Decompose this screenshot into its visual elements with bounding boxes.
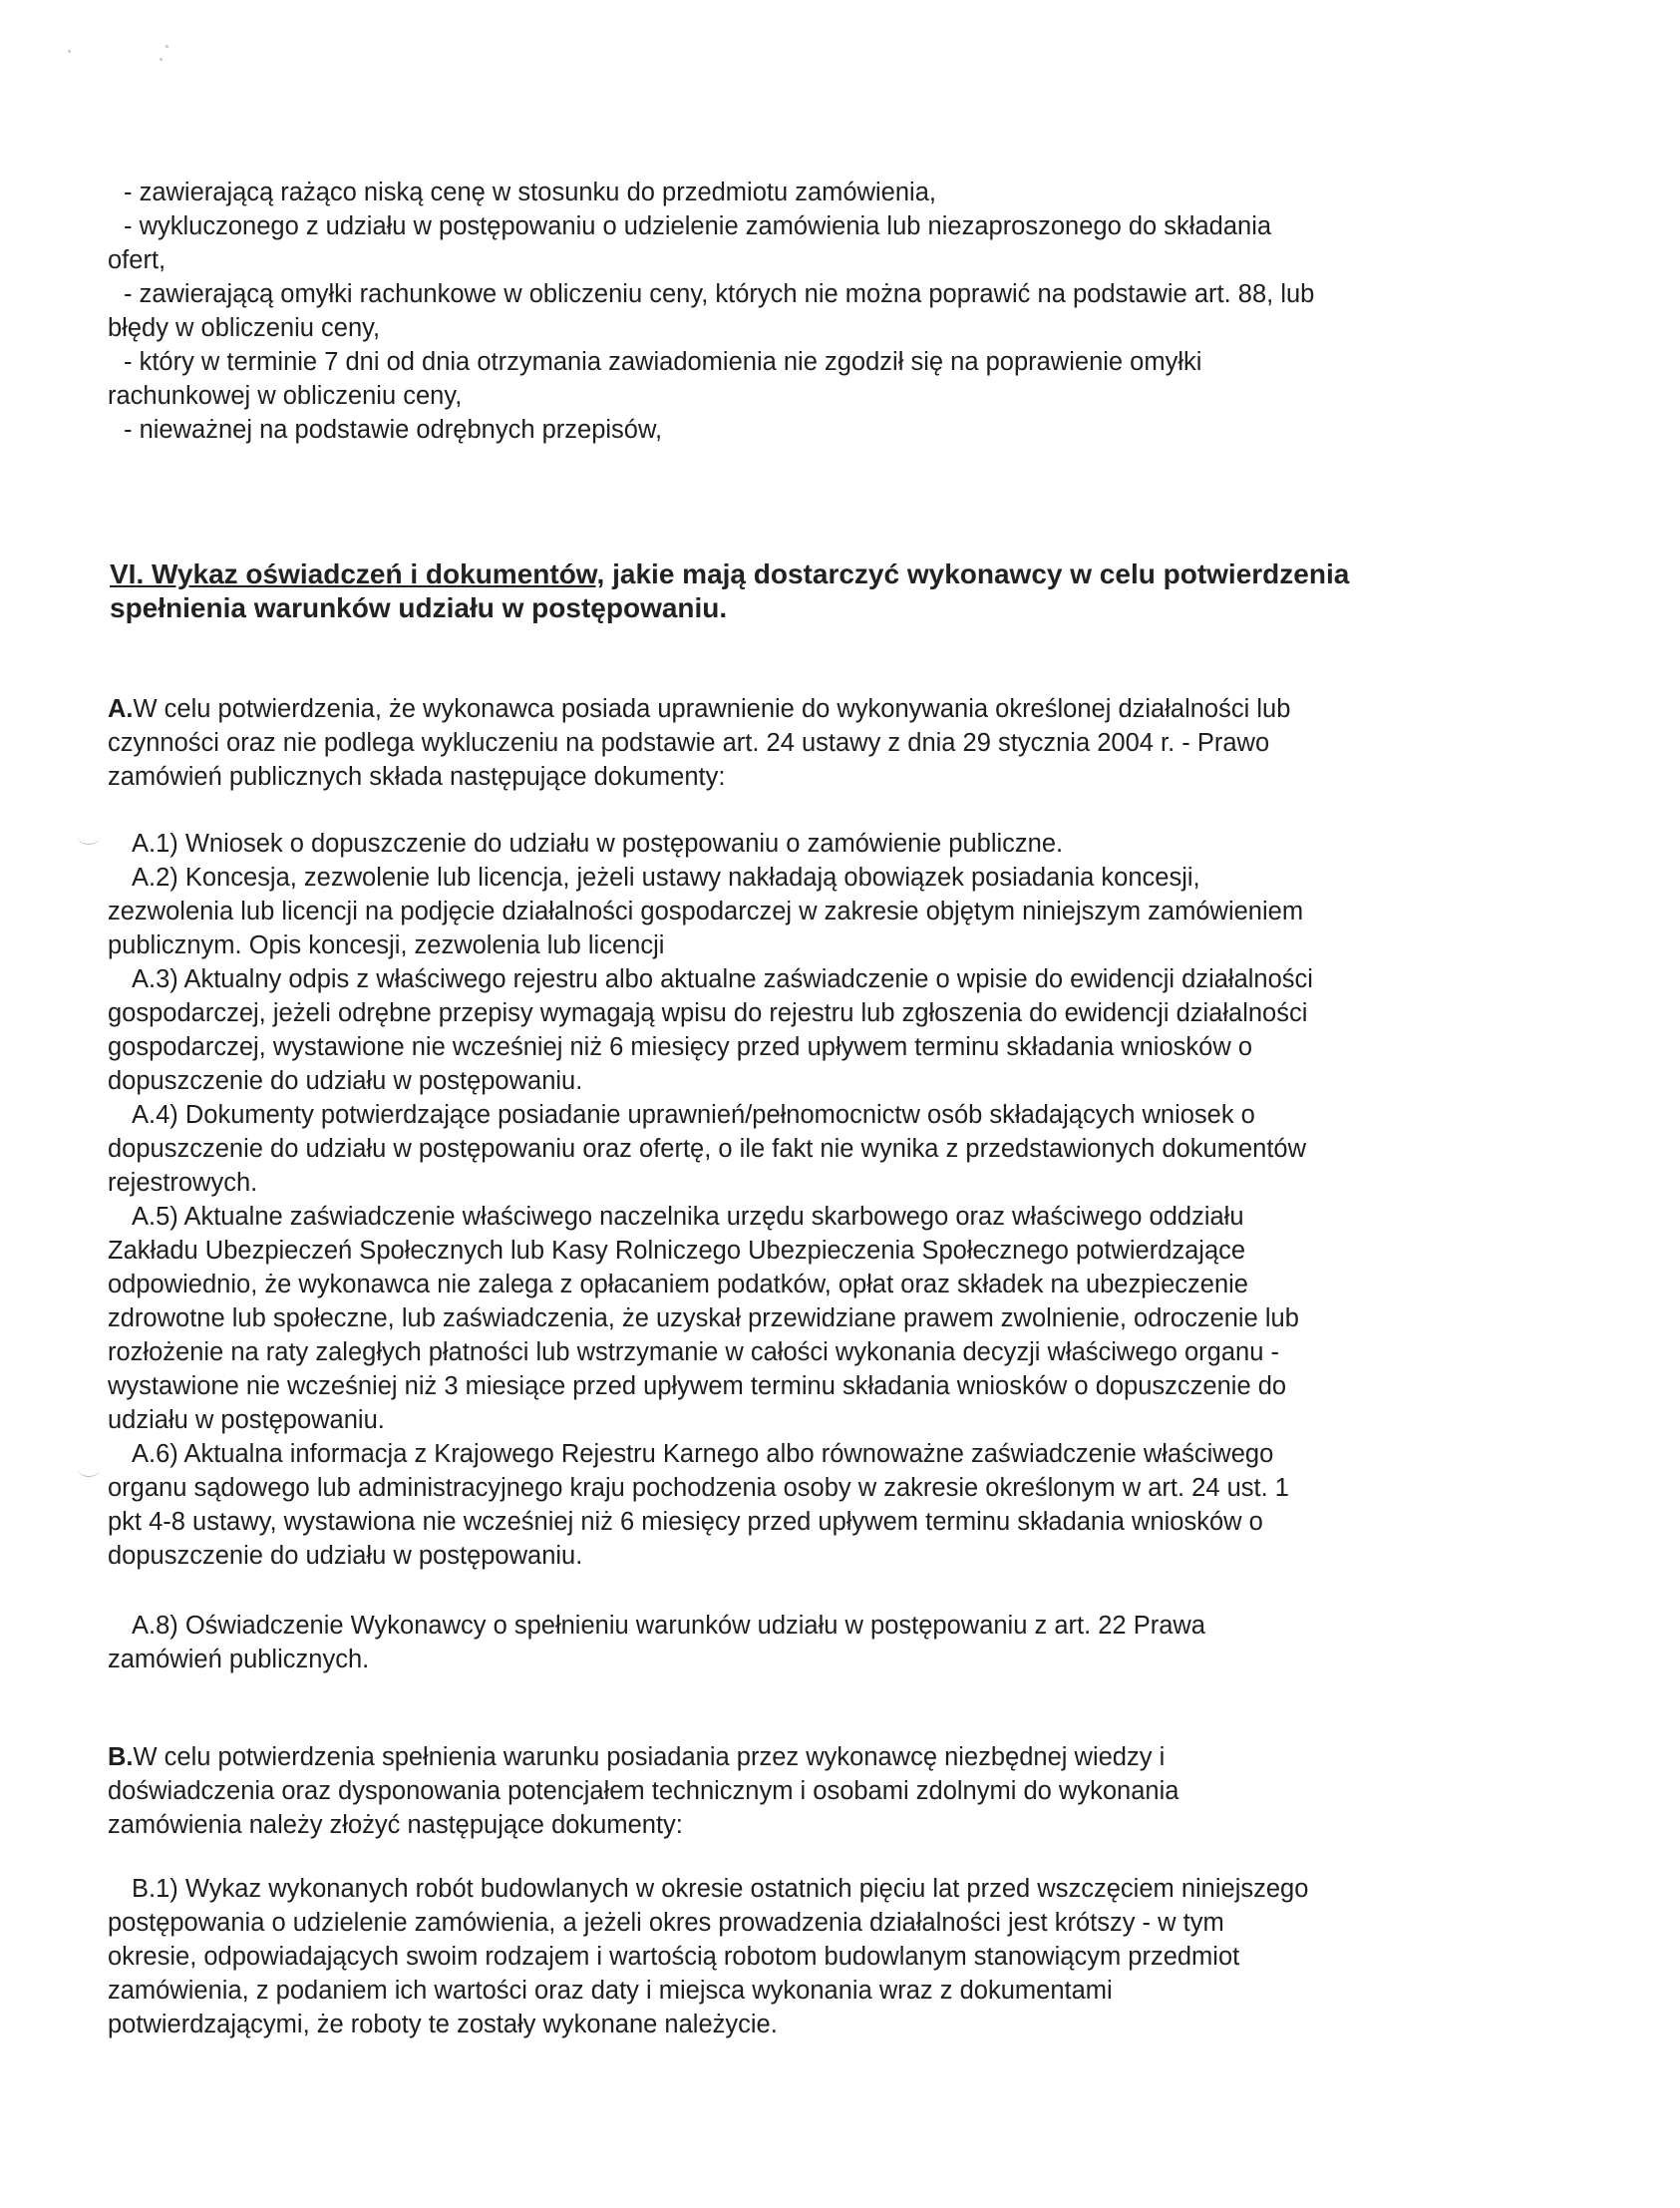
scan-mark bbox=[78, 1462, 100, 1477]
list-item: A.5) Aktualne zaświadczenie właściwego naczelnika urzędu skarbowego oraz właściwego oddziału bbox=[132, 1203, 1244, 1231]
scan-speck bbox=[68, 50, 71, 53]
list-item: B.1) Wykaz wykonanych robót budowlanych w okresie ostatnich pięciu lat przed wszczęciem niniejszego bbox=[132, 1875, 1309, 1903]
list-item: - nieważnej na podstawie odrębnych przepisów, bbox=[124, 416, 663, 444]
list-item: A.1) Wniosek o dopuszczenie do udziału w postępowaniu o zamówienie publiczne. bbox=[132, 830, 1064, 858]
part-b-intro-line: doświadczenia oraz dysponowania potencjałem technicznym i osobami zdolnymi do wykonania bbox=[108, 1777, 1179, 1805]
list-item-continuation: rejestrowych. bbox=[108, 1169, 258, 1197]
list-item-continuation: wystawione nie wcześniej niż 3 miesiące przed upływem terminu składania wniosków o dopuszczenie do bbox=[108, 1372, 1287, 1400]
scan-speck bbox=[160, 58, 163, 61]
section-heading-rest: jakie mają dostarczyć wykonawcy w celu potwierdzenia bbox=[604, 558, 1350, 589]
list-item-continuation: okresie, odpowiadających swoim rodzajem i wartością robotom budowlanym stanowiącym przedmiot bbox=[108, 1943, 1240, 1971]
part-a-items bbox=[108, 827, 1583, 1573]
list-item: A.4) Dokumenty potwierdzające posiadanie uprawnień/pełnomocnictw osób składających wniosek o bbox=[132, 1101, 1255, 1129]
list-item-continuation: dopuszczenie do udziału w postępowaniu. bbox=[108, 1067, 583, 1095]
list-item-continuation: dopuszczenie do udziału w postępowaniu. bbox=[108, 1542, 583, 1570]
section-heading bbox=[110, 557, 1585, 625]
list-item-continuation: potwierdzającymi, że roboty te zostały wykonane należycie. bbox=[108, 2011, 778, 2038]
list-item: - który w terminie 7 dni od dnia otrzymania zawiadomienia nie zgodził się na poprawienie omyłki bbox=[124, 348, 1202, 376]
list-item-continuation: błędy w obliczeniu ceny, bbox=[108, 314, 381, 342]
list-item: A.8) Oświadczenie Wykonawcy o spełnieniu warunków udziału w postępowaniu z art. 22 Prawa bbox=[132, 1612, 1205, 1640]
list-item-continuation: dopuszczenie do udziału w postępowaniu oraz ofertę, o ile fakt nie wynika z przedstawionych dokumentów bbox=[108, 1135, 1307, 1163]
section-heading-line: spełnienia warunków udziału w postępowaniu. bbox=[110, 592, 728, 623]
list-item-continuation: zdrowotne lub społeczne, lub zaświadczenia, że uzyskał przewidziane prawem zwolnienie, odroczenie lub bbox=[108, 1304, 1299, 1332]
list-item-continuation: rachunkowej w obliczeniu ceny, bbox=[108, 382, 463, 410]
list-item: - zawierającą rażąco niską cenę w stosunku do przedmiotu zamówienia, bbox=[124, 179, 936, 206]
list-item-continuation: postępowania o udzielenie zamówienia, a jeżeli okres prowadzenia działalności jest krótszy - w tym bbox=[108, 1909, 1224, 1937]
part-b-intro-line: zamówienia należy złożyć następujące dokumenty: bbox=[108, 1811, 683, 1839]
part-a-item-8 bbox=[108, 1609, 1583, 1676]
list-item: A.6) Aktualna informacja z Krajowego Rejestru Karnego albo równoważne zaświadczenie właściwego bbox=[132, 1440, 1274, 1468]
list-item: A.2) Koncesja, zezwolenie lub licencja, jeżeli ustawy nakładają obowiązek posiadania koncesji, bbox=[132, 864, 1200, 892]
part-b-intro bbox=[108, 1740, 1583, 1842]
part-b-items bbox=[108, 1872, 1583, 2041]
list-item-continuation: odpowiednio, że wykonawca nie zalega z opłacaniem podatków, opłat oraz składek na ubezpieczenie bbox=[108, 1271, 1248, 1298]
scan-mark bbox=[78, 830, 100, 845]
list-item: A.3) Aktualny odpis z właściwego rejestru albo aktualne zaświadczenie o wpisie do ewidencji działalności bbox=[132, 965, 1313, 993]
list-item-continuation: pkt 4-8 ustawy, wystawiona nie wcześniej niż 6 miesięcy przed upływem terminu składania wniosków o bbox=[108, 1508, 1263, 1536]
list-item-continuation: gospodarczej, wystawione nie wcześniej niż 6 miesięcy przed upływem terminu składania wniosków o bbox=[108, 1033, 1253, 1061]
part-a-intro-line: czynności oraz nie podlega wykluczeniu na podstawie art. 24 ustawy z dnia 29 stycznia 2004 r. - Prawo bbox=[108, 729, 1270, 757]
section-heading-line bbox=[110, 557, 1585, 591]
list-item-continuation: ofert, bbox=[108, 246, 167, 274]
section-heading-underlined: VI. Wykaz oświadczeń i dokumentów, bbox=[110, 558, 605, 589]
list-item: - zawierającą omyłki rachunkowe w obliczeniu ceny, których nie można poprawić na podstawie art. 88, lub bbox=[124, 280, 1315, 308]
part-a-intro-line bbox=[108, 692, 1583, 726]
part-a-intro-line: zamówień publicznych składa następujące dokumenty: bbox=[108, 763, 726, 791]
part-a-marker: A. bbox=[108, 695, 134, 723]
part-a-intro bbox=[108, 692, 1583, 794]
exclusion-list bbox=[108, 176, 1583, 447]
list-item-continuation: organu sądowego lub administracyjnego kraju pochodzenia osoby w zakresie określonym w art. 24 ust. 1 bbox=[108, 1474, 1289, 1502]
list-item-continuation: rozłożenie na raty zaległych płatności lub wstrzymanie w całości wykonania decyzji właściwego organu - bbox=[108, 1338, 1279, 1366]
list-item-continuation: zamówień publicznych. bbox=[108, 1646, 370, 1673]
part-a-intro-text: W celu potwierdzenia, że wykonawca posiada uprawnienie do wykonywania określonej działalności lub bbox=[133, 695, 1291, 723]
list-item-continuation: publicznym. Opis koncesji, zezwolenia lub licencji bbox=[108, 931, 665, 959]
list-item-continuation: gospodarczej, jeżeli odrębne przepisy wymagają wpisu do rejestru lub zgłoszenia do ewidencji działalności bbox=[108, 999, 1308, 1027]
part-b-marker: B. bbox=[108, 1743, 134, 1771]
part-b-intro-text: W celu potwierdzenia spełnienia warunku posiadania przez wykonawcę niezbędnej wiedzy i bbox=[133, 1743, 1166, 1771]
part-b-intro-line bbox=[108, 1740, 1583, 1774]
list-item: - wykluczonego z udziału w postępowaniu o udzielenie zamówienia lub niezaproszonego do składania bbox=[124, 212, 1272, 240]
list-item-continuation: zamówienia, z podaniem ich wartości oraz daty i miejsca wykonania wraz z dokumentami bbox=[108, 1977, 1113, 2005]
list-item-continuation: Zakładu Ubezpieczeń Społecznych lub Kasy Rolniczego Ubezpieczenia Społecznego potwierdzające bbox=[108, 1237, 1246, 1265]
list-item-continuation: zezwolenia lub licencji na podjęcie działalności gospodarczej w zakresie objętym niniejszym zamówieniem bbox=[108, 898, 1304, 925]
list-item-continuation: udziału w postępowaniu. bbox=[108, 1406, 385, 1434]
scan-speck bbox=[166, 45, 168, 48]
